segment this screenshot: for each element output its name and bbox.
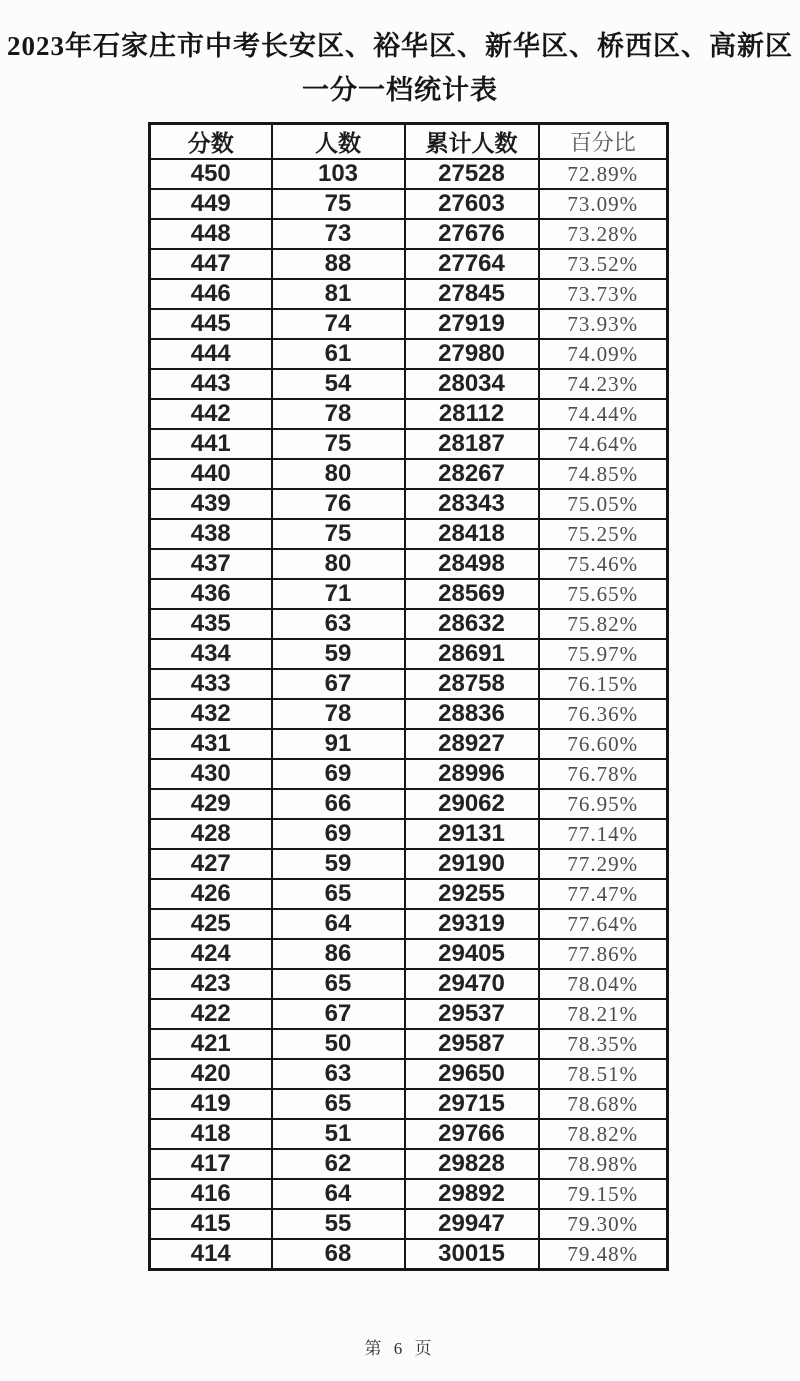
table-row [150, 609, 668, 639]
cell-cumulative: 27676 [405, 219, 539, 249]
column-header-cumulative: 累计人数 [405, 124, 539, 160]
cell-cumulative: 28758 [405, 669, 539, 699]
cell-count: 80 [272, 549, 405, 579]
cell-cumulative: 29587 [405, 1029, 539, 1059]
table-row [150, 999, 668, 1029]
cell-score: 428 [150, 819, 272, 849]
cell-cumulative: 28112 [405, 399, 539, 429]
cell-cumulative: 29766 [405, 1119, 539, 1149]
table-row [150, 939, 668, 969]
cell-cumulative: 27980 [405, 339, 539, 369]
cell-percent: 75.46% [539, 549, 668, 579]
cell-count: 69 [272, 759, 405, 789]
cell-count: 54 [272, 369, 405, 399]
cell-percent: 77.14% [539, 819, 668, 849]
cell-percent: 78.51% [539, 1059, 668, 1089]
cell-score: 416 [150, 1179, 272, 1209]
cell-count: 61 [272, 339, 405, 369]
cell-count: 62 [272, 1149, 405, 1179]
table-row [150, 579, 668, 609]
cell-percent: 78.35% [539, 1029, 668, 1059]
table-row [150, 699, 668, 729]
table-row [150, 1179, 668, 1209]
cell-cumulative: 29131 [405, 819, 539, 849]
cell-cumulative: 30015 [405, 1239, 539, 1270]
cell-count: 67 [272, 999, 405, 1029]
cell-percent: 77.86% [539, 939, 668, 969]
cell-count: 69 [272, 819, 405, 849]
table-row [150, 909, 668, 939]
table-row [150, 309, 668, 339]
cell-percent: 74.23% [539, 369, 668, 399]
table-row [150, 279, 668, 309]
table-row [150, 189, 668, 219]
table-row [150, 219, 668, 249]
table-row [150, 429, 668, 459]
cell-count: 103 [272, 159, 405, 189]
cell-count: 50 [272, 1029, 405, 1059]
table-row [150, 339, 668, 369]
table-row [150, 849, 668, 879]
cell-count: 75 [272, 189, 405, 219]
cell-percent: 75.82% [539, 609, 668, 639]
table-row [150, 969, 668, 999]
cell-percent: 77.29% [539, 849, 668, 879]
cell-cumulative: 27845 [405, 279, 539, 309]
cell-score: 441 [150, 429, 272, 459]
cell-count: 59 [272, 639, 405, 669]
cell-score: 449 [150, 189, 272, 219]
cell-score: 433 [150, 669, 272, 699]
table-row [150, 879, 668, 909]
cell-score: 415 [150, 1209, 272, 1239]
cell-percent: 73.73% [539, 279, 668, 309]
cell-count: 67 [272, 669, 405, 699]
cell-cumulative: 29255 [405, 879, 539, 909]
column-header-score: 分数 [150, 124, 272, 160]
cell-count: 73 [272, 219, 405, 249]
cell-percent: 74.44% [539, 399, 668, 429]
cell-percent: 72.89% [539, 159, 668, 189]
cell-percent: 76.15% [539, 669, 668, 699]
cell-percent: 76.36% [539, 699, 668, 729]
table-row [150, 1239, 668, 1270]
cell-percent: 79.48% [539, 1239, 668, 1270]
cell-score: 423 [150, 969, 272, 999]
cell-score: 444 [150, 339, 272, 369]
table-row [150, 399, 668, 429]
cell-cumulative: 28034 [405, 369, 539, 399]
cell-count: 59 [272, 849, 405, 879]
score-distribution-table [148, 122, 669, 1271]
cell-count: 55 [272, 1209, 405, 1239]
cell-score: 448 [150, 219, 272, 249]
cell-score: 419 [150, 1089, 272, 1119]
table-row [150, 639, 668, 669]
table-row [150, 549, 668, 579]
cell-percent: 73.09% [539, 189, 668, 219]
cell-count: 75 [272, 519, 405, 549]
page-title-line2: 一分一档统计表 [302, 75, 498, 105]
cell-score: 439 [150, 489, 272, 519]
table-row [150, 819, 668, 849]
table-row [150, 459, 668, 489]
cell-score: 443 [150, 369, 272, 399]
page-title [0, 24, 800, 112]
cell-cumulative: 28569 [405, 579, 539, 609]
cell-percent: 75.05% [539, 489, 668, 519]
cell-score: 430 [150, 759, 272, 789]
cell-count: 65 [272, 969, 405, 999]
cell-score: 445 [150, 309, 272, 339]
cell-cumulative: 28498 [405, 549, 539, 579]
table-row [150, 1119, 668, 1149]
cell-count: 65 [272, 1089, 405, 1119]
cell-cumulative: 29650 [405, 1059, 539, 1089]
column-header-count: 人数 [272, 124, 405, 160]
cell-percent: 77.47% [539, 879, 668, 909]
table-row [150, 669, 668, 699]
cell-count: 78 [272, 699, 405, 729]
cell-percent: 75.97% [539, 639, 668, 669]
cell-percent: 73.93% [539, 309, 668, 339]
cell-count: 68 [272, 1239, 405, 1270]
cell-score: 436 [150, 579, 272, 609]
cell-percent: 74.09% [539, 339, 668, 369]
cell-score: 429 [150, 789, 272, 819]
cell-count: 91 [272, 729, 405, 759]
cell-count: 81 [272, 279, 405, 309]
cell-count: 74 [272, 309, 405, 339]
cell-percent: 75.25% [539, 519, 668, 549]
cell-score: 438 [150, 519, 272, 549]
cell-score: 424 [150, 939, 272, 969]
cell-score: 437 [150, 549, 272, 579]
cell-cumulative: 28691 [405, 639, 539, 669]
cell-count: 71 [272, 579, 405, 609]
cell-cumulative: 29062 [405, 789, 539, 819]
cell-count: 64 [272, 1179, 405, 1209]
cell-count: 64 [272, 909, 405, 939]
cell-cumulative: 29947 [405, 1209, 539, 1239]
table-row [150, 729, 668, 759]
cell-percent: 75.65% [539, 579, 668, 609]
table-row [150, 519, 668, 549]
cell-count: 65 [272, 879, 405, 909]
cell-cumulative: 27919 [405, 309, 539, 339]
cell-count: 75 [272, 429, 405, 459]
cell-percent: 76.60% [539, 729, 668, 759]
cell-score: 414 [150, 1239, 272, 1270]
table-header-row [150, 124, 668, 160]
table-row [150, 1149, 668, 1179]
cell-score: 432 [150, 699, 272, 729]
cell-count: 76 [272, 489, 405, 519]
cell-cumulative: 27603 [405, 189, 539, 219]
cell-cumulative: 28836 [405, 699, 539, 729]
cell-percent: 78.21% [539, 999, 668, 1029]
cell-percent: 79.15% [539, 1179, 668, 1209]
cell-percent: 78.04% [539, 969, 668, 999]
table-row [150, 789, 668, 819]
cell-count: 88 [272, 249, 405, 279]
cell-cumulative: 28187 [405, 429, 539, 459]
cell-cumulative: 29405 [405, 939, 539, 969]
table-row [150, 1209, 668, 1239]
cell-score: 435 [150, 609, 272, 639]
cell-count: 63 [272, 609, 405, 639]
cell-count: 51 [272, 1119, 405, 1149]
cell-cumulative: 29470 [405, 969, 539, 999]
cell-percent: 76.78% [539, 759, 668, 789]
table-row [150, 1059, 668, 1089]
cell-percent: 77.64% [539, 909, 668, 939]
cell-cumulative: 28996 [405, 759, 539, 789]
cell-score: 431 [150, 729, 272, 759]
cell-cumulative: 29715 [405, 1089, 539, 1119]
cell-percent: 78.82% [539, 1119, 668, 1149]
table-row [150, 249, 668, 279]
cell-percent: 76.95% [539, 789, 668, 819]
cell-score: 425 [150, 909, 272, 939]
cell-cumulative: 28927 [405, 729, 539, 759]
cell-score: 427 [150, 849, 272, 879]
cell-percent: 73.28% [539, 219, 668, 249]
cell-cumulative: 28418 [405, 519, 539, 549]
cell-score: 440 [150, 459, 272, 489]
column-header-percent: 百分比 [539, 124, 668, 160]
cell-cumulative: 29319 [405, 909, 539, 939]
table-row [150, 1089, 668, 1119]
cell-percent: 74.64% [539, 429, 668, 459]
cell-cumulative: 29537 [405, 999, 539, 1029]
cell-score: 417 [150, 1149, 272, 1179]
cell-percent: 78.68% [539, 1089, 668, 1119]
cell-score: 447 [150, 249, 272, 279]
cell-score: 422 [150, 999, 272, 1029]
cell-score: 426 [150, 879, 272, 909]
cell-score: 442 [150, 399, 272, 429]
cell-score: 420 [150, 1059, 272, 1089]
cell-percent: 73.52% [539, 249, 668, 279]
cell-score: 434 [150, 639, 272, 669]
cell-score: 446 [150, 279, 272, 309]
cell-cumulative: 28343 [405, 489, 539, 519]
cell-cumulative: 29190 [405, 849, 539, 879]
table-row [150, 1029, 668, 1059]
cell-percent: 78.98% [539, 1149, 668, 1179]
cell-score: 450 [150, 159, 272, 189]
table-row [150, 159, 668, 189]
cell-score: 421 [150, 1029, 272, 1059]
table-row [150, 369, 668, 399]
cell-count: 63 [272, 1059, 405, 1089]
cell-percent: 79.30% [539, 1209, 668, 1239]
cell-cumulative: 29828 [405, 1149, 539, 1179]
cell-cumulative: 28267 [405, 459, 539, 489]
cell-score: 418 [150, 1119, 272, 1149]
cell-count: 80 [272, 459, 405, 489]
page-number: 第 6 页 [364, 1339, 436, 1358]
cell-cumulative: 27528 [405, 159, 539, 189]
cell-cumulative: 28632 [405, 609, 539, 639]
table-row [150, 489, 668, 519]
cell-cumulative: 27764 [405, 249, 539, 279]
table-row [150, 759, 668, 789]
cell-percent: 74.85% [539, 459, 668, 489]
cell-cumulative: 29892 [405, 1179, 539, 1209]
page-title-line1: 2023年石家庄市中考长安区、裕华区、新华区、桥西区、高新区 [7, 31, 793, 61]
cell-count: 86 [272, 939, 405, 969]
cell-count: 78 [272, 399, 405, 429]
cell-count: 66 [272, 789, 405, 819]
